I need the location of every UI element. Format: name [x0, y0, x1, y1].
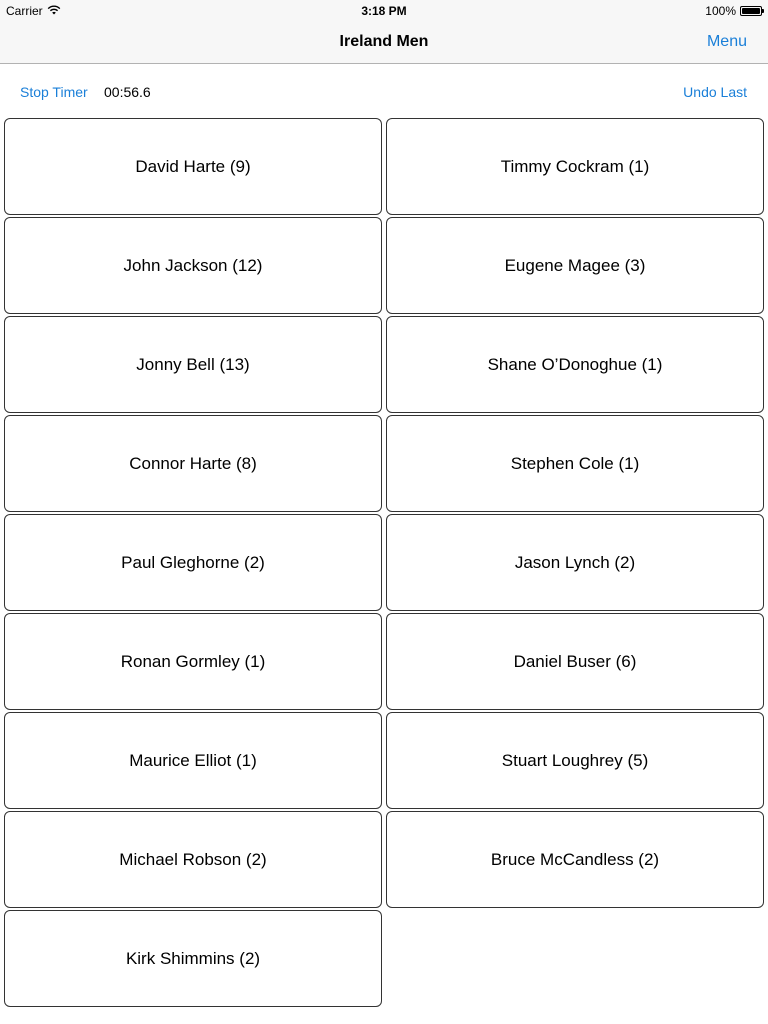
player-button-kirk-shimmins[interactable]: Kirk Shimmins (2) [4, 910, 382, 1007]
timer-value: 00:56.6 [104, 84, 151, 100]
player-grid [4, 118, 764, 1007]
player-button-bruce-mccandless[interactable]: Bruce McCandless (2) [386, 811, 764, 908]
player-button-connor-harte[interactable]: Connor Harte (8) [4, 415, 382, 512]
status-time: 3:18 PM [361, 4, 407, 18]
player-button-ronan-gormley[interactable]: Ronan Gormley (1) [4, 613, 382, 710]
player-button-david-harte[interactable]: David Harte (9) [4, 118, 382, 215]
stop-timer-button[interactable]: Stop Timer [20, 84, 88, 100]
player-button-paul-gleghorne[interactable]: Paul Gleghorne (2) [4, 514, 382, 611]
player-button-jonny-bell[interactable]: Jonny Bell (13) [4, 316, 382, 413]
undo-last-button[interactable]: Undo Last [683, 84, 747, 100]
navigation-bar [0, 22, 768, 64]
timer-toolbar [0, 64, 768, 118]
status-bar [0, 0, 768, 22]
page-title: Ireland Men [339, 33, 429, 50]
player-button-maurice-elliot[interactable]: Maurice Elliot (1) [4, 712, 382, 809]
menu-button[interactable]: Menu [706, 33, 747, 50]
battery-percent: 100% [705, 4, 736, 18]
player-button-jason-lynch[interactable]: Jason Lynch (2) [386, 514, 764, 611]
player-button-shane-odonoghue[interactable]: Shane O’Donoghue (1) [386, 316, 764, 413]
player-button-timmy-cockram[interactable]: Timmy Cockram (1) [386, 118, 764, 215]
carrier-label: Carrier [6, 4, 43, 18]
player-button-eugene-magee[interactable]: Eugene Magee (3) [386, 217, 764, 314]
player-button-stuart-loughrey[interactable]: Stuart Loughrey (5) [386, 712, 764, 809]
player-button-michael-robson[interactable]: Michael Robson (2) [4, 811, 382, 908]
battery-icon [740, 6, 762, 16]
status-battery [705, 4, 762, 18]
player-button-john-jackson[interactable]: John Jackson (12) [4, 217, 382, 314]
player-button-daniel-buser[interactable]: Daniel Buser (6) [386, 613, 764, 710]
player-button-stephen-cole[interactable]: Stephen Cole (1) [386, 415, 764, 512]
